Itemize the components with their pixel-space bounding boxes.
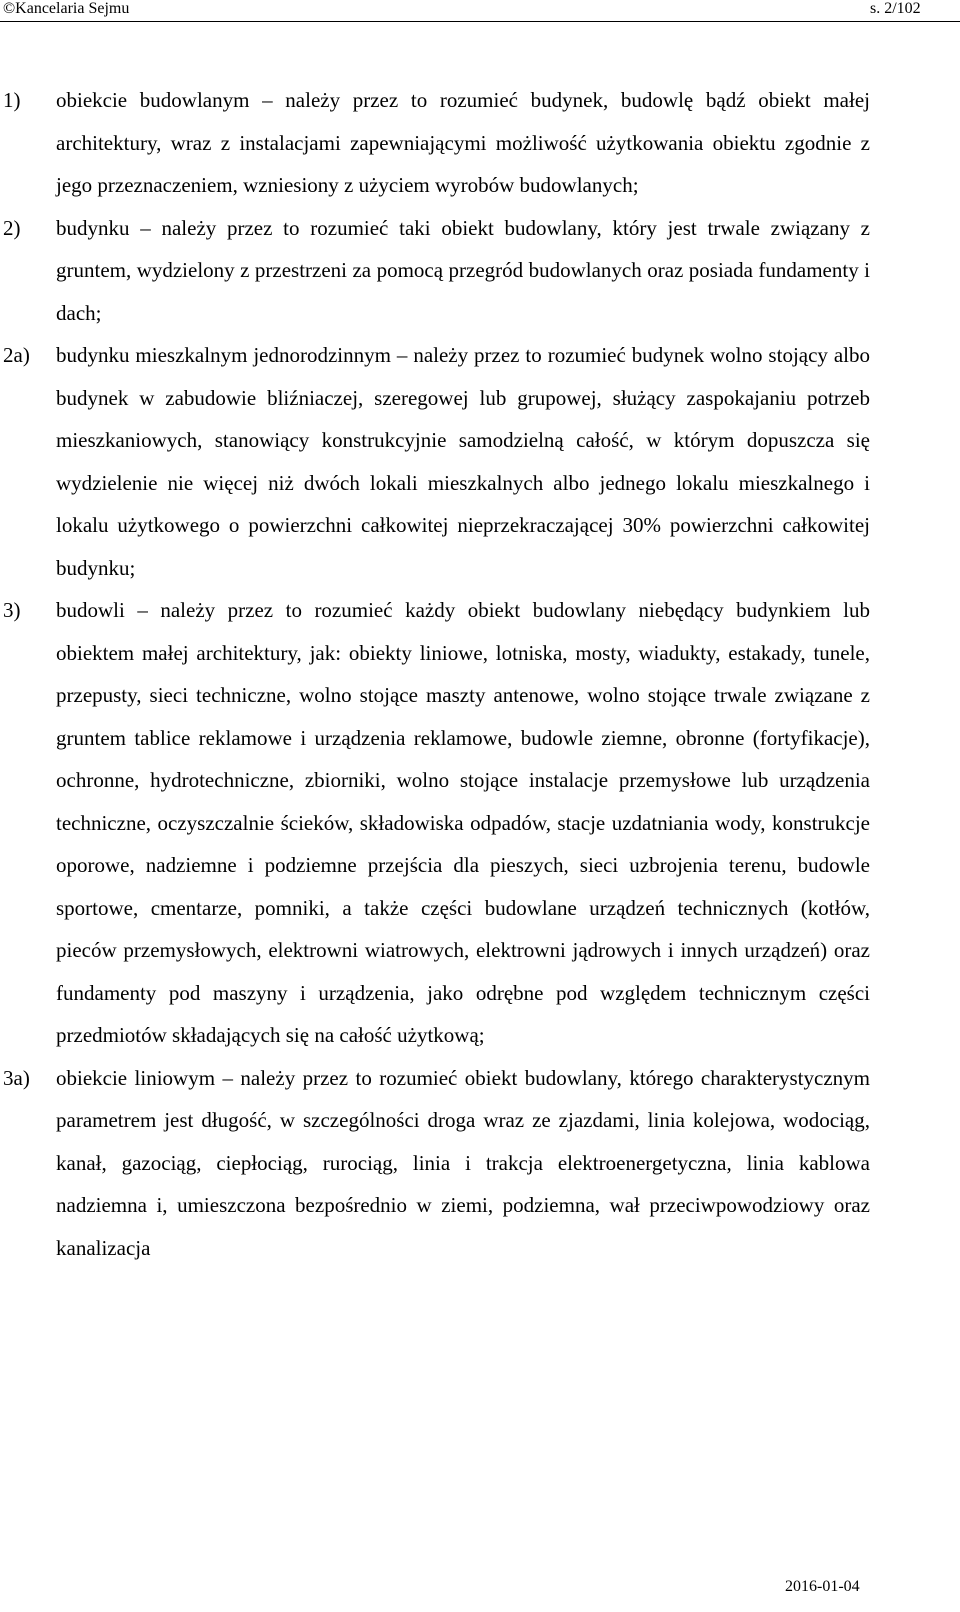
header-page-number: s. 2/102 xyxy=(870,0,921,17)
definition-item xyxy=(0,589,870,1057)
item-text: budynku mieszkalnym jednorodzinnym – należy przez to rozumieć budynek wolno stojący albo budynek w zabudowie bliźniaczej, szeregowej lub grupowej, służący zaspokajaniu potrzeb mieszkaniowych, stanowiący konstrukcyjnie samodzielną całość, w którym dopuszcza się wydzielenie nie więcej niż dwóch lokali mieszkalnych albo jednego lokalu mieszkalnego i lokalu użytkowego o powierzchni całkowitej nieprzekraczającej 30% powierzchni całkowitej budynku; xyxy=(56,343,870,580)
item-number: 1) xyxy=(3,88,21,112)
header-rule xyxy=(0,21,960,22)
item-number: 3a) xyxy=(3,1065,30,1090)
header-source: ©Kancelaria Sejmu xyxy=(3,0,130,17)
item-text: obiekcie budowlanym – należy przez to rozumieć budynek, budowlę bądź obiekt małej architektury, wraz z instalacjami zapewniającymi możliwość użytkowania obiektu zgodnie z jego przeznaczeniem, wzniesiony z użyciem wyrobów budowlanych; xyxy=(56,88,870,197)
item-number: 3) xyxy=(3,598,21,622)
footer-date: 2016-01-04 xyxy=(785,1578,860,1595)
definition-item xyxy=(0,79,870,207)
item-number: 2a) xyxy=(3,343,30,367)
item-text: budowli – należy przez to rozumieć każdy obiekt budowlany niebędący budynkiem lub obiektem małej architektury, jak: obiekty liniowe, lotniska, mosty, wiadukty, estakady, tunele, przepusty, sieci techniczne, wolno stojące maszty antenowe, wolno stojące trwale związane z gruntem tablice reklamowe i urządzenia reklamowe, budowle ziemne, obronne (fortyfikacje), ochronne, hydrotechniczne, zbiorniki, wolno stojące instalacje przemysłowe lub urządzenia techniczne, oczyszczalnie ścieków, składowiska odpadów, stacje uzdatniania wody, konstrukcje oporowe, nadziemne i podziemne przejścia dla pieszych, sieci uzbrojenia terenu, budowle sportowe, cmentarze, pomniki, a także części budowlane urządzeń technicznych (kotłów, pieców przemysłowych, elektrowni wiatrowych, elektrowni jądrowych i innych urządzeń) oraz fundamenty pod maszyny i urządzenia, jako odrębne pod względem technicznym części przedmiotów składających się na całość użytkową; xyxy=(56,598,870,1047)
item-text: obiekcie liniowym – należy przez to rozumieć obiekt budowlany, którego charakterystycznym parametrem jest długość, w szczególności droga wraz ze zjazdami, linia kolejowa, wodociąg, kanał, gazociąg, ciepłociąg, rurociąg, linia i trakcja elektroenergetyczna, linia kablowa nadziemna i, umieszczona bezpośrednio w ziemi, podziemna, wał przeciwpowodziowy oraz kanalizacja xyxy=(56,1065,870,1260)
definition-item xyxy=(0,1057,870,1270)
document-body xyxy=(0,79,870,1269)
item-text: budynku – należy przez to rozumieć taki obiekt budowlany, który jest trwale związany z gruntem, wydzielony z przestrzeni za pomocą przegród budowlanych oraz posiada fundamenty i dach; xyxy=(56,215,870,325)
item-number: 2) xyxy=(3,215,21,240)
page-header xyxy=(0,0,960,22)
definition-item xyxy=(0,334,870,589)
definition-item xyxy=(0,207,870,335)
